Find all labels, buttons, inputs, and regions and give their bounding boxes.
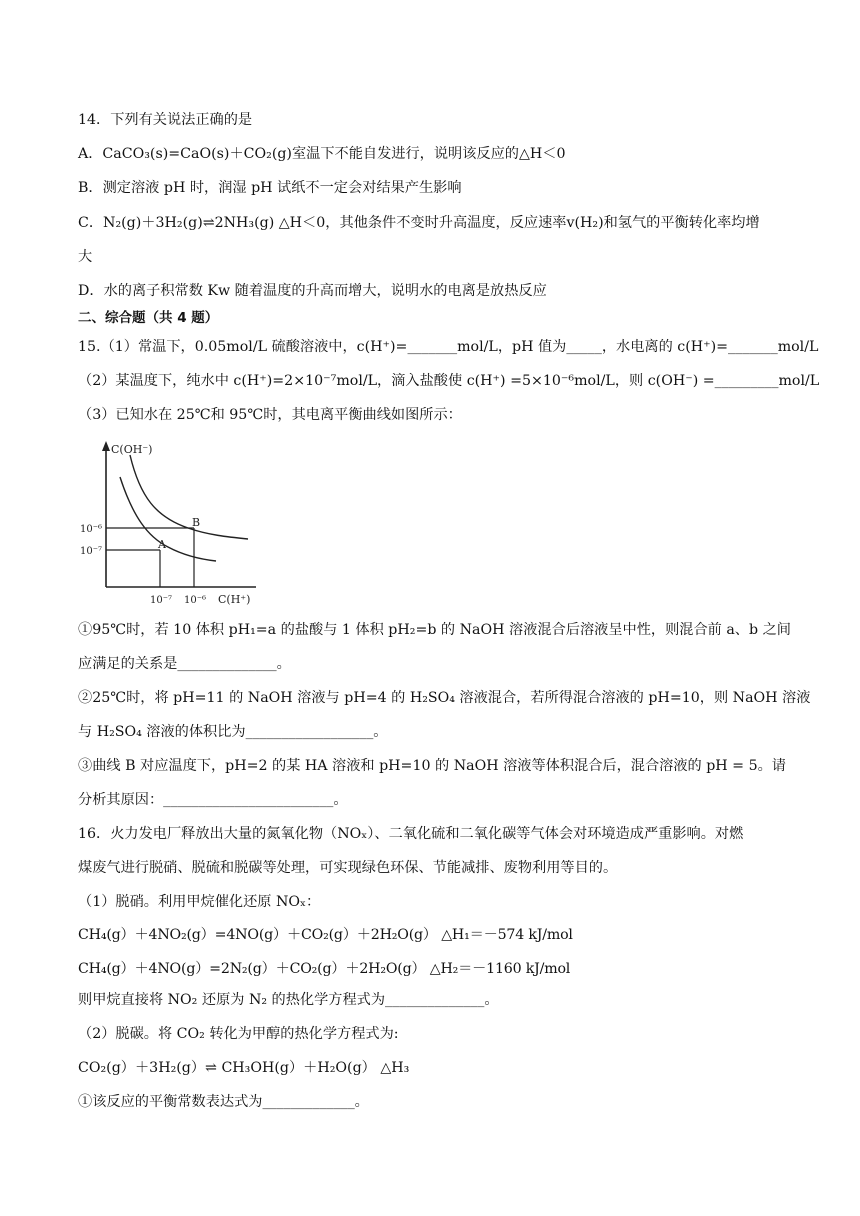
q15-part2: （2）某温度下，纯水中 c(H⁺)=2×10⁻⁷mol/L，滴入盐酸使 c(H⁺) =5×10⁻⁶mol/L，则 c(OH⁻) =_________mol/L: [78, 373, 820, 389]
q15-part1: 15.（1）常温下，0.05mol/L 硫酸溶液中，c(H⁺)=_______mol/L，pH 值为_____，水电离的 c(H⁺)=_______mol/L: [78, 339, 819, 355]
q15-sub3-line1: ③曲线 B 对应温度下，pH=2 的某 HA 溶液和 pH=10 的 NaOH 溶液等体积混合后，混合溶液的 pH = 5。请: [78, 758, 786, 774]
q16-part1: （1）脱硝。利用甲烷催化还原 NOₓ：: [78, 894, 321, 910]
y-axis-label: C(OH⁻): [111, 443, 153, 456]
q14-option-a: A．CaCO₃(s)=CaO(s)＋CO₂(g)室温下不能自发进行，说明该反应的△H＜0: [78, 146, 566, 162]
q16-intro-line1: 16．火力发电厂释放出大量的氮氧化物（NOₓ）、二氧化硫和二氧化碳等气体会对环境造成严重影响。对燃: [78, 826, 744, 842]
q15-sub1-line1: ①95℃时，若 10 体积 pH₁=a 的盐酸与 1 体积 pH₂=b 的 NaOH 溶液混合后溶液呈中性，则混合前 a、b 之间: [78, 622, 791, 638]
q15-sub3-line2: 分析其原因：________________________。: [78, 792, 348, 808]
q14-option-b: B．测定溶液 pH 时，润湿 pH 试纸不一定会对结果产生影响: [78, 180, 462, 196]
point-b-label: B: [192, 516, 201, 529]
q16-equation-3: CO₂(g）＋3H₂(g）⇌ CH₃OH(g）＋H₂O(g） △H₃: [78, 1060, 410, 1076]
y-tick-low: 10⁻⁷: [80, 546, 103, 557]
q14-option-c-line2: 大: [78, 249, 93, 265]
q16-part2: （2）脱碳。将 CO₂ 转化为甲醇的热化学方程式为:: [78, 1026, 399, 1042]
q14-option-c-line1: C．N₂(g)＋3H₂(g)⇌2NH₃(g) △H＜0，其他条件不变时升高温度，反应速率v(H₂)和氢气的平衡转化率均增: [78, 215, 760, 231]
y-tick-high: 10⁻⁶: [80, 524, 103, 535]
q16-question-2: ①该反应的平衡常数表达式为_____________。: [78, 1094, 369, 1110]
q16-equation-1: CH₄(g）＋4NO₂(g）=4NO(g）＋CO₂(g）＋2H₂O(g） △H₁＝－574 kJ/mol: [78, 927, 573, 943]
q14-stem: 14．下列有关说法正确的是: [78, 112, 253, 128]
q15-sub1-line2: 应满足的关系是______________。: [78, 656, 291, 672]
q14-option-d: D．水的离子积常数 Kw 随着温度的升高而增大，说明水的电离是放热反应: [78, 283, 547, 299]
curve-b: [130, 455, 248, 539]
q16-equation-2: CH₄(g）＋4NO(g）=2N₂(g）＋CO₂(g）＋2H₂O(g） △H₂＝－1160 kJ/mol: [78, 961, 571, 977]
q15-sub2-line1: ②25℃时，将 pH=11 的 NaOH 溶液与 pH=4 的 H₂SO₄ 溶液混合，若所得混合溶液的 pH=10，则 NaOH 溶液: [78, 690, 811, 706]
ionization-curve-figure: [78, 437, 258, 609]
section-heading: 二、综合题（共 4 题）: [78, 310, 219, 326]
q16-intro-line2: 煤废气进行脱硝、脱硫和脱碳等处理，可实现绿色环保、节能减排、废物利用等目的。: [78, 860, 618, 876]
q15-part3: （3）已知水在 25℃和 95℃时，其电离平衡曲线如图所示：: [78, 407, 462, 423]
q16-question-1: 则甲烷直接将 NO₂ 还原为 N₂ 的热化学方程式为______________。: [78, 992, 499, 1008]
x-tick-high: 10⁻⁶: [184, 595, 207, 606]
y-axis-arrow: [102, 441, 110, 451]
x-tick-low: 10⁻⁷: [150, 595, 173, 606]
point-a-label: A: [158, 538, 166, 551]
x-axis-label: C(H⁺): [218, 593, 251, 606]
q15-sub2-line2: 与 H₂SO₄ 溶液的体积比为__________________。: [78, 724, 388, 740]
ionization-curve-svg: [78, 437, 258, 609]
